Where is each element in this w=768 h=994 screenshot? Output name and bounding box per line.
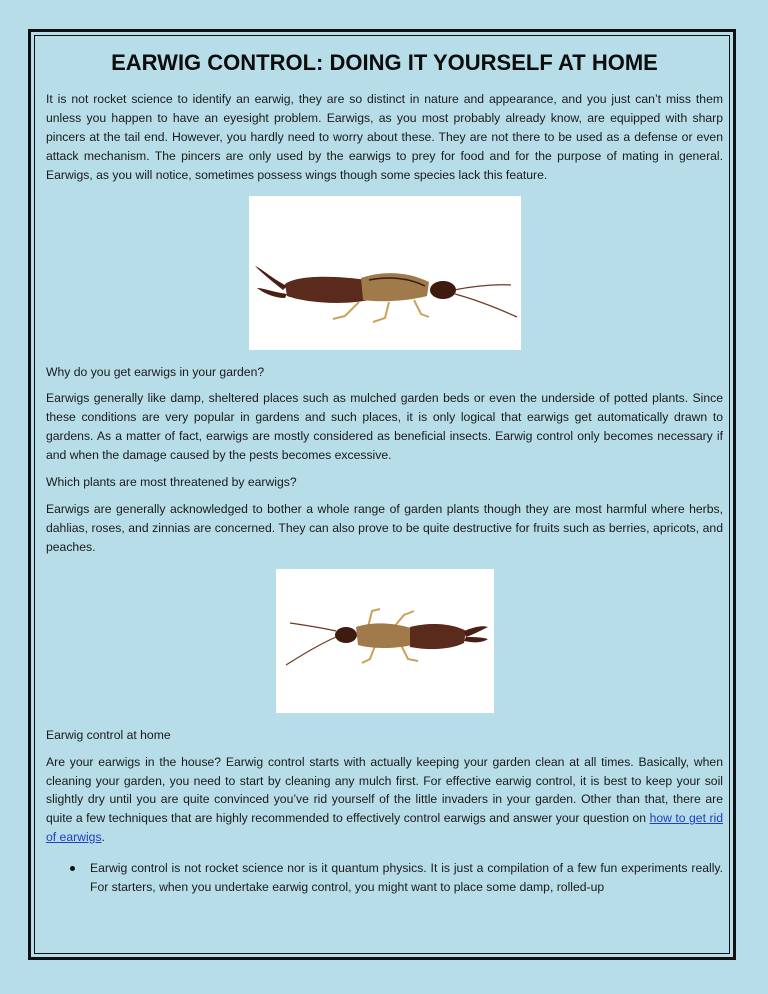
list-item: Earwig control is not rocket science nor is it quantum physics. It is just a compilation of a few fun experiments really. For starters, when you undertake earwig control, you might want to place some damp, rolled-up <box>46 859 723 897</box>
earwig-icon <box>276 569 494 713</box>
section-heading-home: Earwig control at home <box>46 727 171 742</box>
intro-paragraph: It is not rocket science to identify an earwig, they are so distinct in nature and appearance, and you just can’t miss them unless you happen to have an eyesight problem. Earwigs, as you most probably already know, are equipped with sharp pincers at the tail end. However, you hardly need to worry about these. They are not there to be used as a defense or even attack mechanism. The pincers are only used by the earwigs to prey for food and for the purpose of mating in general. Earwigs, as you will notice, sometimes possess wings though some species lack this feature. <box>46 92 723 182</box>
earwig-icon <box>249 196 521 350</box>
section-body-home: Are your earwigs in the house? Earwig control starts with actually keeping your garden clean at all times. Basically, when cleaning your garden, you need to start by cleaning any mulch first. For effective earwig control, it is best to keep your soil slightly dry until you are quite convinced you’ve rid yourself of the little invaders in your garden. Other than that, there are quite a few techniques that are highly recommended to effectively control earwigs and answer your question on how to get rid of earwigs. <box>46 754 723 845</box>
document-body <box>46 44 723 897</box>
bullet-icon <box>70 866 75 871</box>
get-rid-of-earwigs-link[interactable]: how to get rid of earwigs <box>46 811 723 845</box>
section-body-why: Earwigs generally like damp, sheltered places such as mulched garden beds or even the underside of potted plants. Since these conditions are very popular in gardens and such places, it is only logical that earwigs get automatically drawn to gardens. As a matter of fact, earwigs are mostly considered as beneficial insects. Earwig control only becomes necessary if and when the damage caused by the pests becomes excessive. <box>46 391 723 463</box>
section-heading-why: Why do you get earwigs in your garden? <box>46 364 265 379</box>
earwig-photo-1 <box>249 196 521 350</box>
section-body-plants: Earwigs are generally acknowledged to bother a whole range of garden plants though they are most harmful where herbs, dahlias, roses, and zinnias are concerned. They can also prove to be quite destructive for fruits such as berries, apricots, and peaches. <box>46 501 723 554</box>
section-heading-plants: Which plants are most threatened by earwigs? <box>46 475 297 490</box>
earwig-photo-2 <box>276 569 494 713</box>
page-title: EARWIG CONTROL: DOING IT YOURSELF AT HOME <box>111 50 658 75</box>
tips-list <box>46 859 723 897</box>
